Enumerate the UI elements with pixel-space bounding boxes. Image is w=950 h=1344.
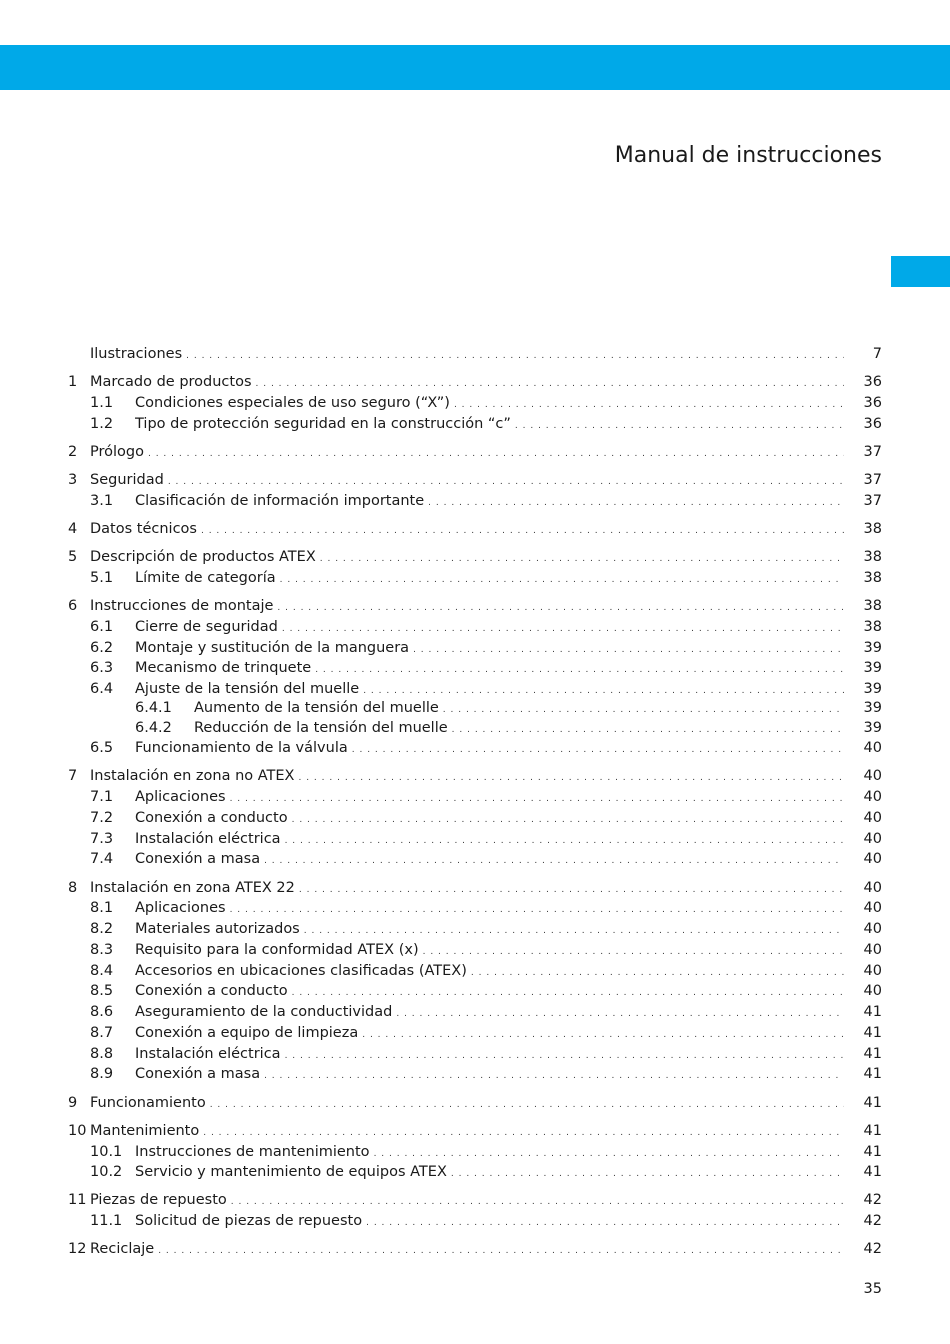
toc-entry-leader xyxy=(194,698,844,720)
toc-entry xyxy=(0,1211,950,1231)
toc-entry-page: 41 xyxy=(863,1046,882,1062)
section-tab-marker xyxy=(891,256,950,287)
toc-entry-page: 41 xyxy=(863,1004,882,1020)
toc-entry-number: 8.3 xyxy=(90,942,114,958)
toc-entry-number: 6.4.2 xyxy=(135,720,172,736)
toc-entry-leader xyxy=(135,829,844,851)
toc-entry-label: Reciclaje xyxy=(90,1241,155,1257)
toc-entry-number: 6.1 xyxy=(90,619,114,635)
toc-entry xyxy=(0,1142,950,1162)
toc-entry xyxy=(0,698,950,718)
toc-entry-number: 3 xyxy=(68,472,78,488)
toc-entry-label: Descripción de productos ATEX xyxy=(90,549,316,565)
toc-entry xyxy=(0,519,950,539)
toc-entry-page: 42 xyxy=(863,1213,882,1229)
toc-entry xyxy=(0,547,950,567)
dot-leader xyxy=(366,1213,844,1233)
toc-entry-leader xyxy=(135,638,844,660)
dot-leader xyxy=(315,660,844,680)
toc-entry-label: Prólogo xyxy=(90,444,144,460)
dot-leader xyxy=(277,598,844,618)
toc-entry xyxy=(0,372,950,392)
top-color-band xyxy=(0,45,950,90)
toc-entry-page: 41 xyxy=(863,1144,882,1160)
toc-entry-leader xyxy=(135,940,844,962)
toc-entry-page: 39 xyxy=(863,681,882,697)
toc-entry-number: 8.8 xyxy=(90,1046,114,1062)
toc-entry-number: 8.6 xyxy=(90,1004,114,1020)
toc-entry-label: Aplicaciones xyxy=(135,789,226,805)
toc-entry-label: Instalación en zona no ATEX xyxy=(90,768,295,784)
toc-entry xyxy=(0,1064,950,1084)
dot-leader xyxy=(285,1046,844,1066)
dot-leader xyxy=(264,851,844,871)
toc-entry-number: 6.4.1 xyxy=(135,700,172,716)
dot-leader xyxy=(168,472,844,492)
toc-entry-label: Reducción de la tensión del muelle xyxy=(194,720,448,736)
dot-leader xyxy=(396,1004,844,1024)
toc-entry-label: Funcionamiento de la válvula xyxy=(135,740,348,756)
toc-entry xyxy=(0,1190,950,1210)
toc-entry-leader xyxy=(135,961,844,983)
toc-entry-number: 8.7 xyxy=(90,1025,114,1041)
toc-entry-number: 11.1 xyxy=(90,1213,123,1229)
toc-entry-label: Instrucciones de mantenimiento xyxy=(135,1144,370,1160)
toc-entry-number: 7.2 xyxy=(90,810,114,826)
toc-entry-leader xyxy=(135,981,844,1003)
toc-entry-page: 40 xyxy=(863,810,882,826)
toc-entry xyxy=(0,940,950,960)
toc-entry-page: 40 xyxy=(863,900,882,916)
dot-leader xyxy=(454,395,844,415)
toc-entry-label: Instalación eléctrica xyxy=(135,831,281,847)
toc-entry xyxy=(0,787,950,807)
toc-entry-label: Tipo de protección seguridad en la construcción “c” xyxy=(135,416,511,432)
toc-entry-leader xyxy=(135,787,844,809)
toc-entry-page: 40 xyxy=(863,942,882,958)
toc-entry-leader xyxy=(135,1162,844,1184)
toc-entry xyxy=(0,344,950,364)
toc-entry-leader xyxy=(90,1093,844,1115)
toc-entry xyxy=(0,1093,950,1113)
toc-entry-number: 8.2 xyxy=(90,921,114,937)
toc-entry-leader xyxy=(90,372,844,394)
dot-leader xyxy=(299,880,844,900)
toc-entry xyxy=(0,961,950,981)
toc-entry-page: 40 xyxy=(863,789,882,805)
toc-entry xyxy=(0,1023,950,1043)
toc-entry xyxy=(0,568,950,588)
toc-entry-page: 36 xyxy=(863,416,882,432)
toc-entry-page: 40 xyxy=(863,963,882,979)
dot-leader xyxy=(231,1192,844,1212)
toc-entry-label: Condiciones especiales de uso seguro (“X”) xyxy=(135,395,450,411)
toc-entry-label: Ilustraciones xyxy=(90,346,183,362)
toc-entry xyxy=(0,393,950,413)
toc-entry-page: 38 xyxy=(863,598,882,614)
dot-leader xyxy=(203,1123,844,1143)
toc-entry xyxy=(0,808,950,828)
toc-entry-page: 42 xyxy=(863,1241,882,1257)
dot-leader xyxy=(148,444,844,464)
dot-leader xyxy=(443,700,844,720)
toc-entry-leader xyxy=(90,547,844,569)
toc-entry-label: Aseguramiento de la conductividad xyxy=(135,1004,393,1020)
toc-entry-number: 5 xyxy=(68,549,78,565)
toc-entry-label: Aumento de la tensión del muelle xyxy=(194,700,439,716)
dot-leader xyxy=(304,921,844,941)
dot-leader xyxy=(423,942,844,962)
page-title: Manual de instrucciones xyxy=(614,143,882,168)
dot-leader xyxy=(292,810,844,830)
toc-entry-page: 40 xyxy=(863,851,882,867)
page-number: 35 xyxy=(863,1281,882,1297)
dot-leader xyxy=(158,1241,844,1261)
toc-entry-number: 6.5 xyxy=(90,740,114,756)
dot-leader xyxy=(264,1066,844,1086)
toc-entry-number: 6.4 xyxy=(90,681,114,697)
toc-entry-page: 7 xyxy=(872,346,882,362)
toc-entry-number: 11 xyxy=(68,1192,87,1208)
toc-entry-page: 41 xyxy=(863,1123,882,1139)
toc-entry-page: 42 xyxy=(863,1192,882,1208)
toc-entry xyxy=(0,766,950,786)
dot-leader xyxy=(452,720,844,740)
dot-leader xyxy=(292,983,844,1003)
toc-entry-page: 39 xyxy=(863,660,882,676)
toc-entry-label: Marcado de productos xyxy=(90,374,252,390)
toc-entry-page: 40 xyxy=(863,880,882,896)
toc-entry-leader xyxy=(90,596,844,618)
toc-entry-page: 41 xyxy=(863,1025,882,1041)
toc-entry-page: 40 xyxy=(863,983,882,999)
toc-entry-number: 8.5 xyxy=(90,983,114,999)
toc-entry-label: Accesorios en ubicaciones clasificadas (ATEX) xyxy=(135,963,467,979)
toc-entry-label: Mantenimiento xyxy=(90,1123,200,1139)
toc-entry-number: 2 xyxy=(68,444,78,460)
toc-entry-page: 36 xyxy=(863,395,882,411)
toc-entry-number: 6.2 xyxy=(90,640,114,656)
toc-entry xyxy=(0,829,950,849)
toc-entry-label: Conexión a equipo de limpieza xyxy=(135,1025,359,1041)
toc-entry-number: 6 xyxy=(68,598,78,614)
dot-leader xyxy=(320,549,844,569)
toc-entry-label: Materiales autorizados xyxy=(135,921,300,937)
toc-entry xyxy=(0,1044,950,1064)
toc-entry xyxy=(0,1121,950,1141)
toc-entry xyxy=(0,617,950,637)
toc-entry-label: Datos técnicos xyxy=(90,521,197,537)
toc-entry-page: 40 xyxy=(863,921,882,937)
toc-entry-page: 37 xyxy=(863,493,882,509)
toc-entry-label: Instalación en zona ATEX 22 xyxy=(90,880,295,896)
toc-entry-label: Solicitud de piezas de repuesto xyxy=(135,1213,363,1229)
toc-entry-leader xyxy=(135,393,844,415)
toc-entry xyxy=(0,898,950,918)
toc-entry-page: 38 xyxy=(863,619,882,635)
toc-entry-label: Ajuste de la tensión del muelle xyxy=(135,681,360,697)
toc-entry-leader xyxy=(135,919,844,941)
toc-entry xyxy=(0,442,950,462)
dot-leader xyxy=(352,740,844,760)
toc-entry-number: 10.2 xyxy=(90,1164,123,1180)
toc-entry-label: Seguridad xyxy=(90,472,164,488)
toc-entry xyxy=(0,596,950,616)
toc-entry-leader xyxy=(135,1211,844,1233)
toc-entry xyxy=(0,718,950,738)
toc-entry-page: 38 xyxy=(863,549,882,565)
toc-entry xyxy=(0,679,950,699)
toc-entry-label: Conexión a conducto xyxy=(135,983,288,999)
toc-entry-number: 8.4 xyxy=(90,963,114,979)
toc-entry-leader xyxy=(90,442,844,464)
toc-entry-leader xyxy=(194,718,844,740)
toc-entry-label: Funcionamiento xyxy=(90,1095,206,1111)
toc-entry-number: 4 xyxy=(68,521,78,537)
toc-entry-label: Conexión a conducto xyxy=(135,810,288,826)
toc-entry-page: 37 xyxy=(863,444,882,460)
dot-leader xyxy=(201,521,844,541)
dot-leader xyxy=(186,346,844,366)
toc-entry-number: 5.1 xyxy=(90,570,114,586)
toc-entry-page: 41 xyxy=(863,1066,882,1082)
toc-entry-label: Aplicaciones xyxy=(135,900,226,916)
toc-entry xyxy=(0,414,950,434)
dot-leader xyxy=(256,374,844,394)
toc-entry-label: Cierre de seguridad xyxy=(135,619,278,635)
toc-entry-number: 7.4 xyxy=(90,851,114,867)
toc-entry-label: Clasificación de información importante xyxy=(135,493,425,509)
toc-entry-number: 3.1 xyxy=(90,493,114,509)
toc-entry-page: 41 xyxy=(863,1095,882,1111)
toc-entry-label: Límite de categoría xyxy=(135,570,276,586)
toc-entry xyxy=(0,738,950,758)
toc-entry xyxy=(0,878,950,898)
dot-leader xyxy=(374,1144,844,1164)
toc-entry-page: 40 xyxy=(863,831,882,847)
dot-leader xyxy=(210,1095,844,1115)
toc-entry-number: 10.1 xyxy=(90,1144,123,1160)
dot-leader xyxy=(298,768,844,788)
toc-entry-leader xyxy=(90,766,844,788)
toc-entry-number: 6.3 xyxy=(90,660,114,676)
toc-entry-label: Servicio y mantenimiento de equipos ATEX xyxy=(135,1164,447,1180)
dot-leader xyxy=(362,1025,844,1045)
dot-leader xyxy=(230,789,844,809)
toc-entry-label: Instrucciones de montaje xyxy=(90,598,274,614)
toc-entry xyxy=(0,658,950,678)
toc-entry-label: Instalación eléctrica xyxy=(135,1046,281,1062)
toc-entry-leader xyxy=(90,519,844,541)
toc-entry-leader xyxy=(135,658,844,680)
toc-entry-leader xyxy=(135,849,844,871)
toc-entry-label: Piezas de repuesto xyxy=(90,1192,227,1208)
toc-entry-leader xyxy=(135,1064,844,1086)
toc-entry-leader xyxy=(90,470,844,492)
dot-leader xyxy=(471,963,844,983)
toc-entry xyxy=(0,849,950,869)
toc-entry-number: 8.9 xyxy=(90,1066,114,1082)
toc-entry xyxy=(0,638,950,658)
toc-entry-label: Conexión a masa xyxy=(135,851,261,867)
toc-entry-leader xyxy=(135,738,844,760)
toc-entry-leader xyxy=(135,568,844,590)
toc-entry-leader xyxy=(135,617,844,639)
toc-entry-leader xyxy=(135,1023,844,1045)
toc-entry-number: 1.1 xyxy=(90,395,114,411)
toc-entry-page: 40 xyxy=(863,740,882,756)
toc-entry xyxy=(0,470,950,490)
toc-entry-number: 9 xyxy=(68,1095,78,1111)
toc-entry-label: Conexión a masa xyxy=(135,1066,261,1082)
dot-leader xyxy=(451,1164,844,1184)
toc-entry-leader xyxy=(90,878,844,900)
toc-entry-page: 36 xyxy=(863,374,882,390)
toc-entry-leader xyxy=(90,1121,844,1143)
dot-leader xyxy=(413,640,844,660)
toc-entry-number: 12 xyxy=(68,1241,87,1257)
toc-entry-number: 7.3 xyxy=(90,831,114,847)
toc-entry-number: 7.1 xyxy=(90,789,114,805)
toc-entry-number: 1.2 xyxy=(90,416,114,432)
toc-entry-number: 10 xyxy=(68,1123,87,1139)
dot-leader xyxy=(428,493,844,513)
toc-entry-leader xyxy=(90,1239,844,1261)
toc-entry-page: 38 xyxy=(863,570,882,586)
toc-entry-leader xyxy=(90,344,844,366)
toc-entry-label: Mecanismo de trinquete xyxy=(135,660,312,676)
toc-entry-leader xyxy=(135,898,844,920)
toc-entry-page: 40 xyxy=(863,768,882,784)
toc-entry-number: 7 xyxy=(68,768,78,784)
dot-leader xyxy=(285,831,844,851)
toc-entry-leader xyxy=(135,1142,844,1164)
toc-entry-leader xyxy=(135,1002,844,1024)
toc-entry-leader xyxy=(135,1044,844,1066)
toc-entry-label: Requisito para la conformidad ATEX (x) xyxy=(135,942,419,958)
toc-entry-page: 38 xyxy=(863,521,882,537)
toc-entry-number: 1 xyxy=(68,374,78,390)
toc-entry-page: 41 xyxy=(863,1164,882,1180)
toc-entry xyxy=(0,919,950,939)
dot-leader xyxy=(230,900,844,920)
dot-leader xyxy=(515,416,844,436)
toc-entry-leader xyxy=(90,1190,844,1212)
toc-entry-number: 8 xyxy=(68,880,78,896)
toc-entry-page: 39 xyxy=(863,700,882,716)
toc-entry-leader xyxy=(135,808,844,830)
toc-entry xyxy=(0,1239,950,1259)
toc-entry-leader xyxy=(135,414,844,436)
toc-entry-page: 39 xyxy=(863,640,882,656)
toc-entry xyxy=(0,1162,950,1182)
toc-entry-leader xyxy=(135,491,844,513)
dot-leader xyxy=(282,619,844,639)
toc-entry xyxy=(0,491,950,511)
toc-entry xyxy=(0,981,950,1001)
toc-entry-number: 8.1 xyxy=(90,900,114,916)
toc-entry-label: Montaje y sustitución de la manguera xyxy=(135,640,410,656)
toc-entry-page: 39 xyxy=(863,720,882,736)
toc-entry xyxy=(0,1002,950,1022)
toc-entry-page: 37 xyxy=(863,472,882,488)
dot-leader xyxy=(280,570,844,590)
